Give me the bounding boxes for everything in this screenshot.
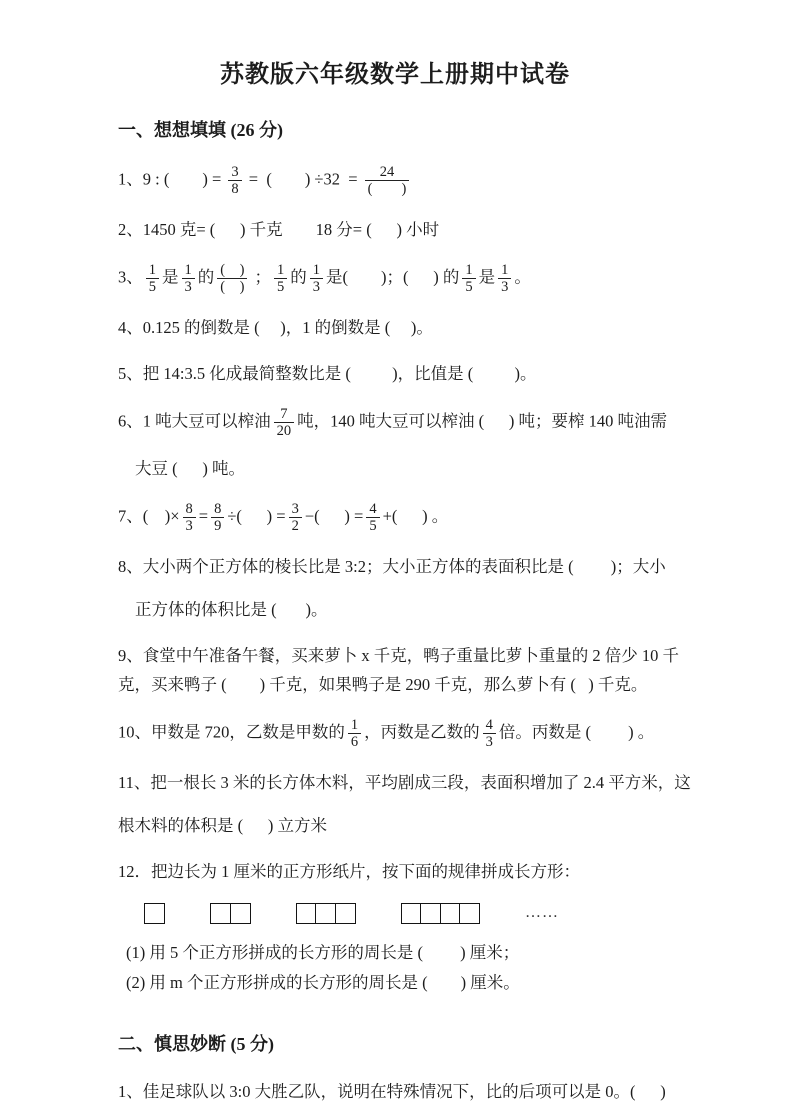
fraction-numerator: 3	[231, 164, 239, 180]
s1-q-6	[118, 406, 732, 482]
fraction	[228, 164, 241, 197]
s1-q-8	[118, 553, 732, 623]
fraction-numerator: 24	[379, 164, 395, 180]
squares-group-4	[401, 903, 481, 924]
question-line	[118, 553, 732, 580]
fraction-numerator: 7	[280, 406, 288, 422]
fraction-denominator: 5	[462, 278, 475, 295]
fraction	[274, 406, 295, 439]
fraction-numerator: 4	[485, 717, 493, 733]
fraction	[274, 262, 287, 295]
question-line	[118, 717, 732, 750]
unit-square	[459, 903, 480, 924]
s1-q-9	[118, 642, 732, 698]
text-run: 5、把 14:3.5 化成最简整数比是 ( )，比值是 ( )。	[118, 364, 537, 383]
text-run: 是	[478, 267, 496, 287]
fraction	[348, 717, 361, 750]
fraction	[483, 717, 496, 750]
fraction-denominator: 6	[348, 733, 361, 750]
text-run: 1、9 : ( ) =	[118, 169, 226, 189]
text-run: 的	[197, 267, 215, 287]
text-run: 4、0.125 的倒数是 ( )，1 的倒数是 ( )。	[118, 318, 433, 337]
question-line	[118, 642, 732, 669]
s1-q-11	[118, 769, 732, 839]
question-line	[118, 216, 732, 243]
fraction	[366, 501, 379, 534]
text-run: 是( )；( ) 的	[326, 267, 460, 287]
unit-square	[440, 903, 461, 924]
text-run: 3、	[118, 267, 143, 287]
text-run: (2) 用 m 个正方形拼成的长方形的周长是 ( ) 厘米。	[126, 973, 520, 992]
text-run: 8、大小两个正方体的棱长比是 3:2；大小正方体的表面积比是 ( )；大小	[118, 557, 666, 576]
section-2-heading: 二、慎思妙断 (5 分)	[118, 1034, 274, 1054]
unit-square	[420, 903, 441, 924]
fraction-denominator: 5	[146, 278, 159, 295]
text-run: 10、甲数是 720，乙数是甲数的	[118, 722, 345, 742]
fraction-denominator: 9	[211, 517, 224, 534]
question-line	[118, 769, 732, 796]
s1-q-2	[118, 216, 732, 243]
section-true-false	[118, 1030, 732, 1105]
question-line	[118, 596, 732, 623]
question-line	[118, 455, 732, 482]
fraction-numerator: 1	[501, 262, 509, 278]
unit-square	[296, 903, 317, 924]
fraction	[146, 262, 159, 295]
fraction-denominator: 5	[274, 278, 287, 295]
question-line	[118, 1078, 732, 1105]
fraction	[310, 262, 323, 295]
fraction	[498, 262, 511, 295]
squares-group-3	[296, 903, 356, 924]
unit-square	[144, 903, 165, 924]
unit-square	[335, 903, 356, 924]
fraction-denominator: 2	[289, 517, 302, 534]
s1-q-3	[118, 262, 732, 295]
text-run: ÷( ) =	[227, 506, 286, 526]
question-line	[118, 314, 732, 341]
squares-group-2	[210, 903, 251, 924]
s2-q-1	[118, 1078, 732, 1105]
fraction-denominator: 3	[483, 733, 496, 750]
question-line	[118, 164, 732, 197]
text-run: 12．把边长为 1 厘米的正方形纸片，按下面的规律拼成长方形：	[118, 862, 580, 881]
text-run: 正方体的体积比是 ( )。	[135, 600, 328, 619]
section-1-heading: 一、想想填填 (26 分)	[118, 120, 283, 140]
text-run: 的	[290, 267, 307, 287]
fraction-numerator: 8	[185, 501, 193, 517]
text-run: 9、食堂中午准备午餐，买来萝卜 x 千克，鸭子重量比萝卜重量的 2 倍少 10 千	[118, 646, 679, 665]
fraction-numerator: ( )	[220, 262, 245, 278]
fraction	[365, 164, 410, 197]
text-run: 11、把一根长 3 米的长方体木料，平均剧成三段，表面积增加了 2.4 平方米，这	[118, 773, 691, 792]
fraction	[211, 501, 224, 534]
question-line	[118, 939, 732, 966]
question-line	[118, 501, 732, 534]
page-title: 苏教版六年级数学上册期中试卷	[220, 62, 570, 88]
fraction-numerator: 1	[350, 717, 359, 733]
text-run: −( ) =	[304, 506, 364, 526]
unit-square	[210, 903, 231, 924]
fraction-numerator: 1	[312, 262, 321, 278]
question-line	[118, 969, 732, 996]
s1-q-5	[118, 360, 732, 387]
fraction-denominator: 8	[228, 180, 241, 197]
text-run: 2、1450 克= ( ) 千克 18 分= ( ) 小时	[118, 220, 440, 239]
fraction-numerator: 4	[369, 501, 377, 517]
fraction-numerator: 1	[148, 262, 156, 278]
question-line	[118, 858, 732, 885]
unit-square	[315, 903, 336, 924]
text-run: (1) 用 5 个正方形拼成的长方形的周长是 ( ) 厘米；	[126, 943, 520, 962]
text-run: 吨，140 吨大豆可以榨油 ( ) 吨；要榨 140 吨油需	[297, 411, 667, 431]
fraction	[462, 262, 475, 295]
question-line	[118, 671, 732, 698]
text-run: 1、佳足球队以 3:0 大胜乙队，说明在特殊情况下，比的后项可以是 0。( )	[118, 1082, 666, 1101]
text-run: 。	[514, 267, 531, 287]
s1-q-12	[118, 858, 732, 996]
fraction	[289, 501, 302, 534]
fraction-denominator: ( )	[217, 278, 247, 295]
text-run: = ( ) ÷32 =	[244, 169, 362, 189]
question-line	[118, 262, 732, 295]
fraction-numerator: 3	[291, 501, 299, 517]
text-run: ，丙数是乙数的	[364, 722, 480, 742]
text-run: 是	[162, 267, 179, 287]
text-run: 根木料的体积是 ( ) 立方米	[118, 816, 327, 835]
text-run: ；	[250, 267, 272, 287]
section-fill-in-blanks	[118, 116, 732, 996]
text-run: 倍。丙数是 ( ) 。	[498, 722, 655, 742]
text-run: 7、( )×	[118, 506, 180, 526]
section-2-questions	[118, 1078, 732, 1105]
s1-q-10	[118, 717, 732, 750]
fraction-numerator: 1	[465, 262, 473, 278]
s1-q-4	[118, 314, 732, 341]
fraction-numerator: 8	[214, 501, 222, 517]
question-line	[118, 812, 732, 839]
text-run: 克，买来鸭子 ( ) 千克，如果鸭子是 290 千克，那么萝卜有 ( ) 千克。	[118, 675, 648, 694]
question-line	[118, 360, 732, 387]
unit-square	[230, 903, 251, 924]
ellipsis-dots: ……	[525, 904, 559, 921]
text-run: 6、1 吨大豆可以榨油	[118, 411, 271, 431]
fraction	[217, 262, 247, 295]
text-run: +( ) 。	[382, 506, 449, 526]
text-run: 大豆 ( ) 吨。	[135, 459, 245, 478]
section-1-questions	[118, 164, 732, 996]
fraction	[182, 262, 195, 295]
unit-square	[401, 903, 422, 924]
text-run: =	[198, 506, 209, 526]
fraction	[183, 501, 196, 534]
squares-group-1	[144, 903, 165, 924]
fraction-denominator: 5	[366, 517, 379, 534]
fraction-denominator: 3	[183, 517, 196, 534]
fraction-numerator: 1	[184, 262, 192, 278]
fraction-numerator: 1	[277, 262, 285, 278]
fraction-denominator: 3	[182, 278, 195, 295]
squares-pattern-diagram	[144, 900, 732, 926]
question-line	[118, 406, 732, 439]
fraction-denominator: 20	[274, 422, 295, 439]
s1-q-1	[118, 164, 732, 197]
fraction-denominator: 3	[498, 278, 511, 295]
fraction-denominator: ( )	[365, 180, 410, 197]
fraction-denominator: 3	[310, 278, 323, 295]
s1-q-7	[118, 501, 732, 534]
